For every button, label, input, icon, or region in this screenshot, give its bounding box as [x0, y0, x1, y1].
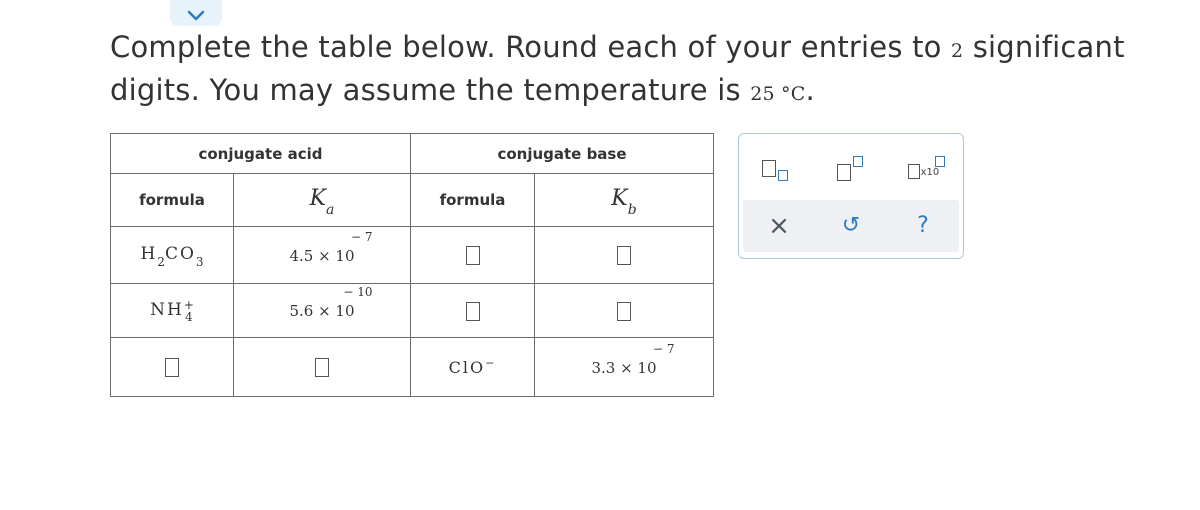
- base-formula-input[interactable]: [411, 227, 535, 284]
- answer-box[interactable]: [466, 246, 480, 265]
- acid-formula-header: formula: [111, 174, 234, 227]
- acid-formula-input[interactable]: [111, 338, 234, 397]
- question-prompt: [110, 28, 1125, 114]
- base-formula-header: formula: [411, 174, 535, 227]
- table-row: [111, 227, 714, 284]
- conjugate-table: [110, 133, 714, 397]
- answer-box[interactable]: [617, 302, 631, 321]
- ka-header: $K_a$: [234, 174, 411, 227]
- table-row: [111, 338, 714, 397]
- answer-box[interactable]: [617, 246, 631, 265]
- conjugate-acid-header: conjugate acid: [111, 134, 411, 174]
- chevron-down-icon: [187, 10, 205, 22]
- ka-input[interactable]: [234, 338, 411, 397]
- prompt-line-2: digits. You may assume the temperature is 25 °C.: [110, 73, 815, 107]
- help-button[interactable]: [903, 210, 943, 242]
- acid-formula-cell: $H_2CO_3$: [111, 227, 234, 284]
- exponent-box-icon: [935, 156, 945, 167]
- kb-input[interactable]: [535, 227, 714, 284]
- answer-box[interactable]: [165, 358, 179, 377]
- conjugate-base-header: conjugate base: [411, 134, 714, 174]
- base-formula-cell: ClO−: [411, 338, 535, 397]
- superscript-button[interactable]: [831, 154, 871, 186]
- clear-button[interactable]: [759, 210, 799, 242]
- kb-input[interactable]: [535, 284, 714, 338]
- answer-box[interactable]: [315, 358, 329, 377]
- math-toolbar: [738, 133, 964, 259]
- superscript-box-icon: [853, 156, 863, 167]
- answer-box[interactable]: [466, 302, 480, 321]
- scientific-notation-button[interactable]: [906, 154, 946, 186]
- x10-label: x10: [920, 167, 940, 178]
- kb-header: $K_b$: [535, 174, 714, 227]
- prompt-line-1: Complete the table below. Round each of your entries to 2 significant: [110, 30, 1125, 64]
- table-row: [111, 284, 714, 338]
- subscript-button[interactable]: [756, 154, 796, 186]
- ka-value-cell: 5.6 × 10 − 10: [234, 284, 411, 338]
- undo-icon: ↺: [841, 213, 861, 238]
- close-icon: ×: [768, 211, 790, 241]
- kb-value-cell: 3.3 × 10 − 7: [535, 338, 714, 397]
- base-box-icon: [908, 164, 920, 179]
- subscript-box-icon: [778, 170, 788, 181]
- base-box-icon: [837, 164, 851, 181]
- base-box-icon: [762, 160, 776, 177]
- base-formula-input[interactable]: [411, 284, 535, 338]
- ka-value-cell: 4.5 × 10 − 7: [234, 227, 411, 284]
- acid-formula-cell: NH + 4: [111, 284, 234, 338]
- help-icon: ?: [917, 213, 929, 238]
- collapse-button[interactable]: [170, 0, 222, 26]
- undo-button[interactable]: [831, 210, 871, 242]
